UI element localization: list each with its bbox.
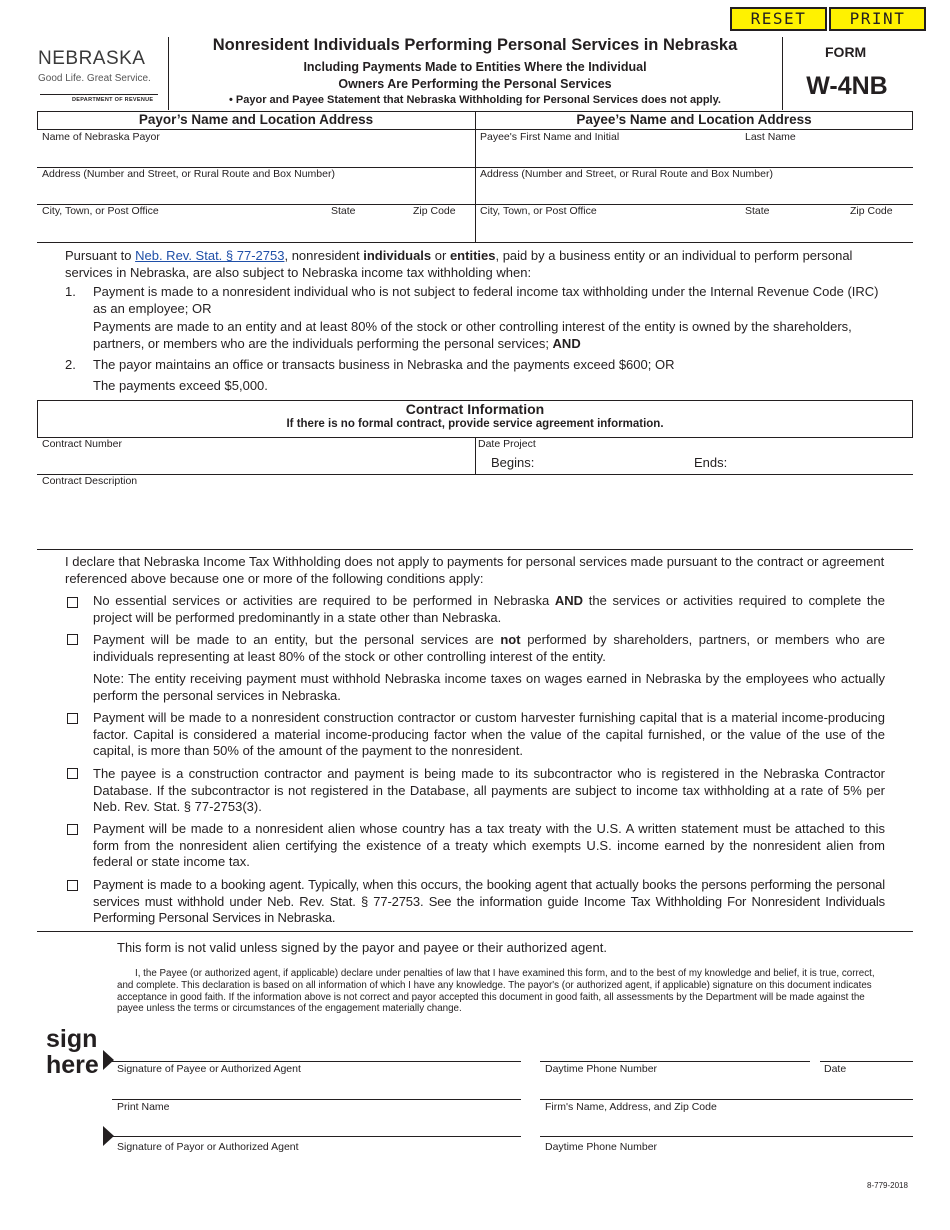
- statute-link[interactable]: Neb. Rev. Stat. § 77-2753: [135, 248, 285, 263]
- item-2a: The payor maintains an office or transacts business in Nebraska and the payments exceed $600; OR: [93, 357, 675, 372]
- condition-1-checkbox[interactable]: [67, 597, 78, 608]
- nebraska-logo: [38, 48, 163, 84]
- payee-phone-label: Daytime Phone Number: [545, 1063, 658, 1075]
- payor-address-label: Address (Number and Street, or Rural Route and Box Number): [42, 168, 335, 180]
- logo-tagline: Good Life. Great Service.: [38, 73, 151, 84]
- contract-description-field[interactable]: [38, 475, 912, 548]
- payee-zip-label: Zip Code: [850, 205, 893, 217]
- condition-2-note: Note: The entity receiving payment must withhold Nebraska income taxes on wages earned in Nebraska by the employees who actually perform the personal services in Nebraska.: [93, 671, 885, 703]
- date-field[interactable]: [820, 1030, 913, 1060]
- contract-heading: Contract Information: [405, 401, 545, 417]
- payor-heading: Payor’s Name and Location Address: [138, 112, 374, 127]
- form-code: 8-779-2018: [867, 1181, 908, 1190]
- condition-5-text: Payment will be made to a nonresident alien whose country has a tax treaty with the U.S. A written statement must be attached to this form from the nonresident alien certifying the existence of a treaty which exempts U.S. income earned by the nonresident alien from federal or state income tax.: [93, 821, 885, 869]
- payor-city-label: City, Town, or Post Office: [42, 205, 159, 217]
- date-label: Date: [824, 1063, 847, 1075]
- condition-4-text: The payee is a construction contractor and payment is being made to its subcontractor who is registered in the Nebraska Contractor Database. If the subcontractor is not registered in the Database, all payments are subject to income tax withholding at a rate of 5% per Neb. Rev. Stat. § 77-2753(3).: [93, 766, 885, 814]
- item-1a: Payment is made to a nonresident individual who is not subject to federal income tax withholding under the Internal Revenue Code (IRC) as an employee; OR: [93, 284, 879, 316]
- print-name-label: Print Name: [117, 1101, 170, 1113]
- begins-date-field[interactable]: [535, 452, 685, 472]
- payor-state-label: State: [331, 205, 356, 217]
- payee-last-name-label: Last Name: [745, 131, 796, 143]
- print-button[interactable]: PRINT: [829, 7, 926, 31]
- form-label: FORM: [825, 44, 867, 60]
- form-subtitle-2: Owners Are Performing the Personal Services: [338, 77, 612, 91]
- sign-here-label: sign here: [46, 1025, 99, 1079]
- payor-zip-label: Zip Code: [413, 205, 456, 217]
- contract-subheading: If there is no formal contract, provide service agreement information.: [286, 418, 664, 430]
- ends-date-field[interactable]: [730, 452, 910, 472]
- condition-1-text: No essential services or activities are required to be performed in Nebraska AND the services or activities required to complete the project will be performed predominantly in a state other than Nebraska.: [93, 593, 885, 625]
- reset-button[interactable]: RESET: [730, 7, 827, 31]
- print-name-field[interactable]: [112, 1099, 521, 1135]
- condition-3-text: Payment will be made to a nonresident construction contractor or custom harvester furnishing capital that is a material income-producing factor. Capital is considered a material income-producing factor when the value of the capital furnished, or the value of the use of the capital, is more than 50% of the amount of the payment to the nonresident.: [93, 710, 885, 758]
- contract-number-label: Contract Number: [42, 438, 122, 450]
- payee-phone-field[interactable]: [540, 1030, 810, 1060]
- condition-3-checkbox[interactable]: [67, 713, 78, 724]
- payee-address-label: Address (Number and Street, or Rural Route and Box Number): [480, 168, 773, 180]
- firm-label: Firm's Name, Address, and Zip Code: [545, 1101, 717, 1113]
- item-2-number: 2.: [65, 357, 76, 372]
- condition-6-text: Payment is made to a booking agent. Typically, when this occurs, the booking agent that actually books the persons performing the personal services must withhold under Neb. Rev. Stat. § 77-2753. See the information guide Income Tax Withholding For Nonresident Individuals Performing Personal Services in Nebraska.: [93, 877, 885, 925]
- contract-description-label: Contract Description: [42, 475, 138, 487]
- begins-label: Begins:: [491, 455, 535, 470]
- logo-name: NEBRASKA: [38, 48, 146, 69]
- form-number: W-4NB: [806, 72, 888, 100]
- payor-name-label: Name of Nebraska Payor: [42, 131, 160, 143]
- item-1-number: 1.: [65, 284, 76, 299]
- item-1b: Payments are made to an entity and at least 80% of the stock or other controlling interest of the entity is owned by the shareholders, partners, or members who are the individuals performing the personal services; AND: [93, 319, 852, 351]
- date-project-label: Date Project: [478, 438, 536, 450]
- payee-city-label: City, Town, or Post Office: [480, 205, 597, 217]
- form-title: Nonresident Individuals Performing Personal Services in Nebraska: [212, 36, 738, 54]
- payee-state-label: State: [745, 205, 770, 217]
- condition-4-checkbox[interactable]: [67, 768, 78, 779]
- penalty-statement: I, the Payee (or authorized agent, if applicable) declare under penalties of law that I have examined this form, and to the best of my knowledge and belief, it is true, correct, and complete. This declaration is based on all information of which I have any knowledge. The payor's (or authorized agent, if applicable) signature on this document indicates acceptance in good faith. If the information above is not correct and payor accepted this document in good faith, all assessments by the Department will be made against the payee unless the terms or circumstances of the engagement materially change.: [117, 968, 875, 1015]
- condition-2-text: Payment will be made to an entity, but the personal services are not performed by shareholders, partners, or members who are individuals representing at least 80% of the stock or other controlling interest of the entity.: [93, 632, 885, 664]
- form-subtitle-1: Including Payments Made to Entities Where the Individual: [303, 60, 647, 74]
- condition-6-checkbox[interactable]: [67, 880, 78, 891]
- payee-heading: Payee’s Name and Location Address: [576, 112, 812, 127]
- condition-2-checkbox[interactable]: [67, 634, 78, 645]
- validity-statement: This form is not valid unless signed by the payor and payee or their authorized agent.: [117, 940, 607, 955]
- payee-signature-field[interactable]: [112, 1030, 521, 1060]
- payor-signature-label: Signature of Payor or Authorized Agent: [117, 1141, 299, 1153]
- form-subtitle-3: • Payor and Payee Statement that Nebraska Withholding for Personal Services does not apply.: [229, 94, 721, 106]
- item-2b: The payments exceed $5,000.: [93, 378, 268, 393]
- payee-signature-label: Signature of Payee or Authorized Agent: [117, 1063, 301, 1075]
- declaration-intro: I declare that Nebraska Income Tax Withholding does not apply to payments for personal services made pursuant to the contract or agreement referenced above because one or more of the following conditions apply:: [65, 554, 885, 586]
- logo-dept: DEPARTMENT OF REVENUE: [72, 97, 154, 103]
- condition-5-checkbox[interactable]: [67, 824, 78, 835]
- ends-label: Ends:: [694, 455, 728, 470]
- payor-phone-label: Daytime Phone Number: [545, 1141, 658, 1153]
- payee-first-name-label: Payee's First Name and Initial: [480, 131, 620, 143]
- intro-paragraph: Pursuant to Neb. Rev. Stat. § 77-2753, nonresident individuals or entities, paid by a business entity or an individual to perform personal services in Nebraska, are also subject to Nebraska income tax withholding when:: [65, 248, 853, 280]
